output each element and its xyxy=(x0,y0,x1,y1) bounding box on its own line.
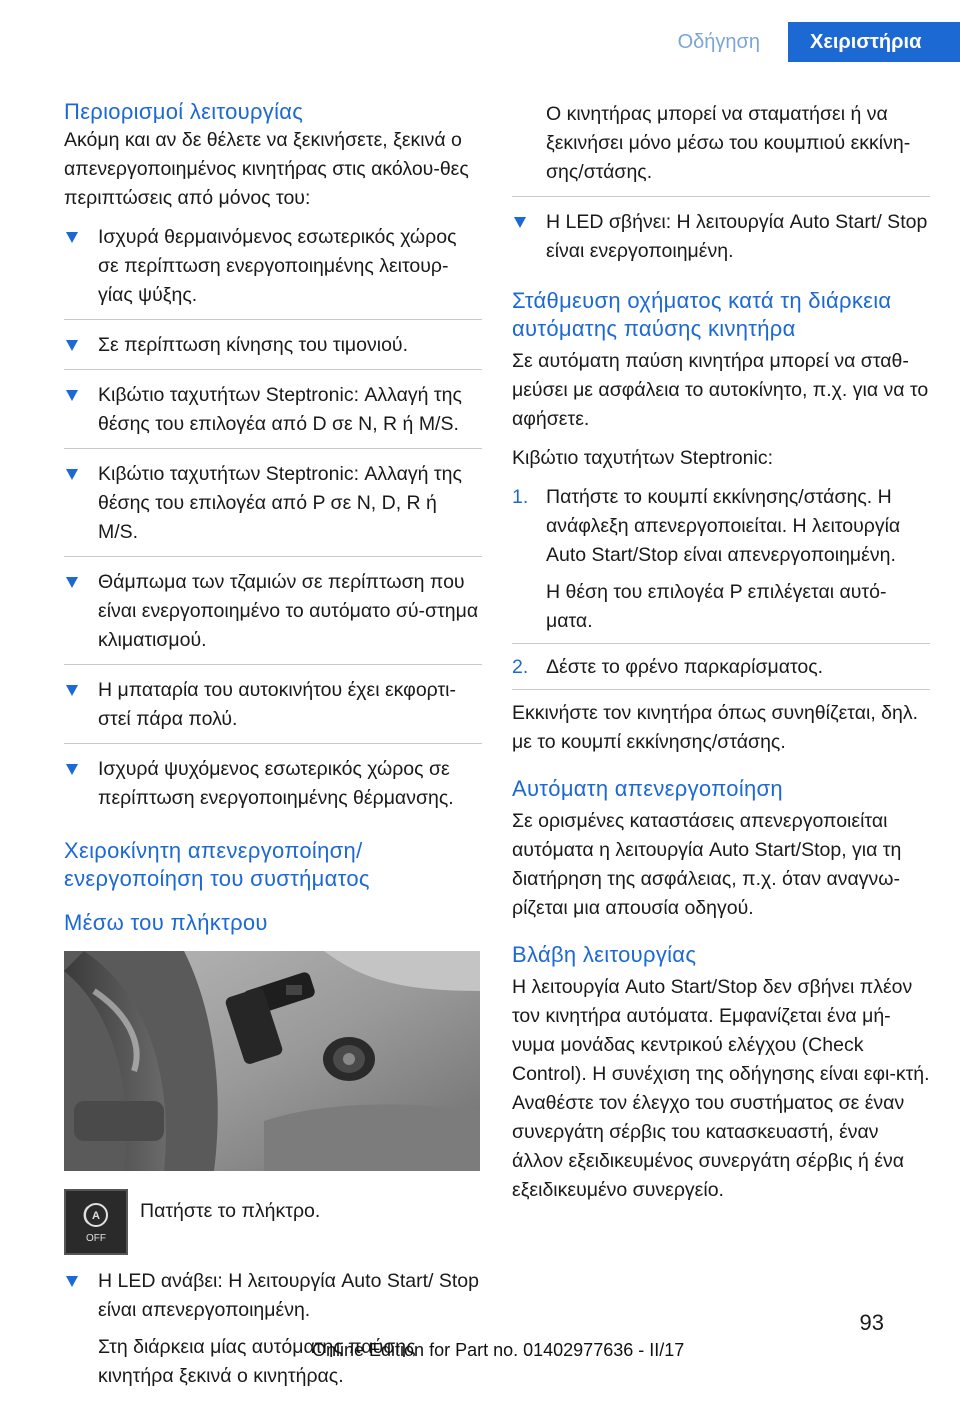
dashboard-photo xyxy=(64,951,480,1171)
heading-fault: Βλάβη λειτουργίας xyxy=(512,942,697,967)
page-number: 93 xyxy=(859,1310,884,1335)
fault-paragraph: Η λειτουργία Auto Start/Stop δεν σβήνει πλέον τον κινητήρα αυτόματα. Εμφανίζεται ένα μή-νυμα μονάδας κεντρικού ελέγχου (Check Control). Η συνέχιση της οδήγησης είναι εφι-κτή. Αναθέστε τον έλεγχο του συστήματος σε έναν συνεργάτη σέρβις του κατασκευαστή, έναν άλλον εξειδικευμένος συνεργάτη σέρβις ή ένα εξειδικευμένο συνεργείο. xyxy=(512,976,930,1201)
triangle-bullet-icon xyxy=(66,764,78,775)
list-item: Η μπαταρία του αυτοκινήτου έχει εκφορτι-στεί πάρα πολύ. xyxy=(64,676,482,744)
led-continued-list xyxy=(512,100,930,276)
heading-via-button: Μέσω του πλήκτρου xyxy=(64,910,268,935)
heading-auto-off: Αυτόματη απενεργοποίηση xyxy=(512,776,783,801)
footer xyxy=(0,1310,960,1362)
list-item: Κιβώτιο ταχυτήτων Steptronic: Αλλαγή της θέσης του επιλογέα από D σε N, R ή M/S. xyxy=(64,381,482,449)
key-row xyxy=(64,1189,482,1255)
restrictions-list xyxy=(64,223,482,823)
restart-paragraph: Εκκινήστε τον κινητήρα όπως συνηθίζεται, δηλ. με το κουμπί εκκίνησης/στάσης. xyxy=(512,702,919,753)
edition-text: Online Edition for Part no. 01402977636 - II/17 xyxy=(312,1340,685,1360)
list-item: Ισχυρά θερμαινόμενος εσωτερικός χώρος σε περίπτωση ενεργοποιημένης λειτουρ-γίας ψύξης. xyxy=(64,223,482,320)
tab-driving[interactable]: Οδήγηση xyxy=(650,22,788,62)
list-item: 2. Δέστε το φρένο παρκαρίσματος. xyxy=(512,653,930,690)
key-caption: Πατήστε το πλήκτρο. xyxy=(140,1200,321,1222)
list-item: 1. Πατήστε το κουμπί εκκίνησης/στάσης. Η ανάφλεξη απενεργοποιείται. Η λειτουργία Auto Start/Stop είναι απενεργοποιημένη. Η θέση του επιλογέα P επιλέγεται αυτό-ματα. xyxy=(512,483,930,644)
triangle-bullet-icon xyxy=(66,390,78,401)
svg-text:A: A xyxy=(92,1210,100,1222)
list-item: Ο κινητήρας μπορεί να σταματήσει ή να ξεκινήσει μόνο μέσω του κουμπιού εκκίνη-σης/στάσης. xyxy=(512,100,930,197)
triangle-bullet-icon xyxy=(66,232,78,243)
intro-paragraph: Ακόμη και αν δε θέλετε να ξεκινήσετε, ξεκινά ο απενεργοποιημένος κινητήρας στις ακόλου-θες περιπτώσεις από μόνος του: xyxy=(64,129,469,209)
triangle-bullet-icon xyxy=(66,577,78,588)
list-item: Σε περίπτωση κίνησης του τιμονιού. xyxy=(64,331,482,370)
triangle-bullet-icon xyxy=(514,217,526,228)
tab-controls[interactable]: Χειριστήρια xyxy=(788,22,960,62)
steptronic-paragraph: Κιβώτιο ταχυτήτων Steptronic: xyxy=(512,447,773,469)
heading-manual-toggle: Χειροκίνητη απενεργοποίηση/ ενεργοποίηση του συστήματος xyxy=(64,838,370,891)
list-item: Κιβώτιο ταχυτήτων Steptronic: Αλλαγή της θέσης του επιλογέα από P σε N, D, R ή M/S. xyxy=(64,460,482,557)
list-item: Η LED σβήνει: Η λειτουργία Auto Start/ Stop είναι ενεργοποιημένη. xyxy=(512,208,930,276)
heading-restrictions: Περιορισμοί λειτουργίας xyxy=(64,99,304,124)
triangle-bullet-icon xyxy=(66,685,78,696)
auto-start-stop-off-key-icon xyxy=(64,1189,128,1255)
triangle-bullet-icon xyxy=(66,469,78,480)
dashboard-illustration xyxy=(64,951,480,1171)
steps-list xyxy=(512,483,930,690)
svg-text:OFF: OFF xyxy=(86,1233,106,1244)
list-item: Ισχυρά ψυχόμενος εσωτερικός χώρος σε περίπτωση ενεργοποιημένης θέρμανσης. xyxy=(64,755,482,823)
right-column xyxy=(512,100,930,1215)
parking-paragraph: Σε αυτόματη παύση κινητήρα μπορεί να σταθ-μεύσει με ασφάλεια το αυτοκίνητο, π.χ. για να το αφήσετε. xyxy=(512,350,929,430)
list-item: Θάμπωμα των τζαμιών σε περίπτωση που είναι ενεργοποιημένο το αυτόματο σύ-στημα κλιματισμού. xyxy=(64,568,482,665)
heading-parking: Στάθμευση οχήματος κατά τη διάρκεια αυτόματης παύσης κινητήρα xyxy=(512,288,892,341)
triangle-bullet-icon xyxy=(66,1276,78,1287)
list-item: Η LED ανάβει: Η λειτουργία Auto Start/ Stop είναι απενεργοποιημένη. Στη διάρκεια μίας αυτόματης παύσης κινητήρα ξεκινά ο κινητήρας. xyxy=(64,1267,482,1401)
header-tabs xyxy=(650,22,960,62)
left-column xyxy=(64,98,482,1412)
triangle-bullet-icon xyxy=(66,340,78,351)
auto-off-paragraph: Σε ορισμένες καταστάσεις απενεργοποιείται αυτόματα η λειτουργία Auto Start/Stop, για τη διατήρηση της ασφάλειας, π.χ. όταν αναγνω-ρίζεται μια απουσία οδηγού. xyxy=(512,810,902,919)
